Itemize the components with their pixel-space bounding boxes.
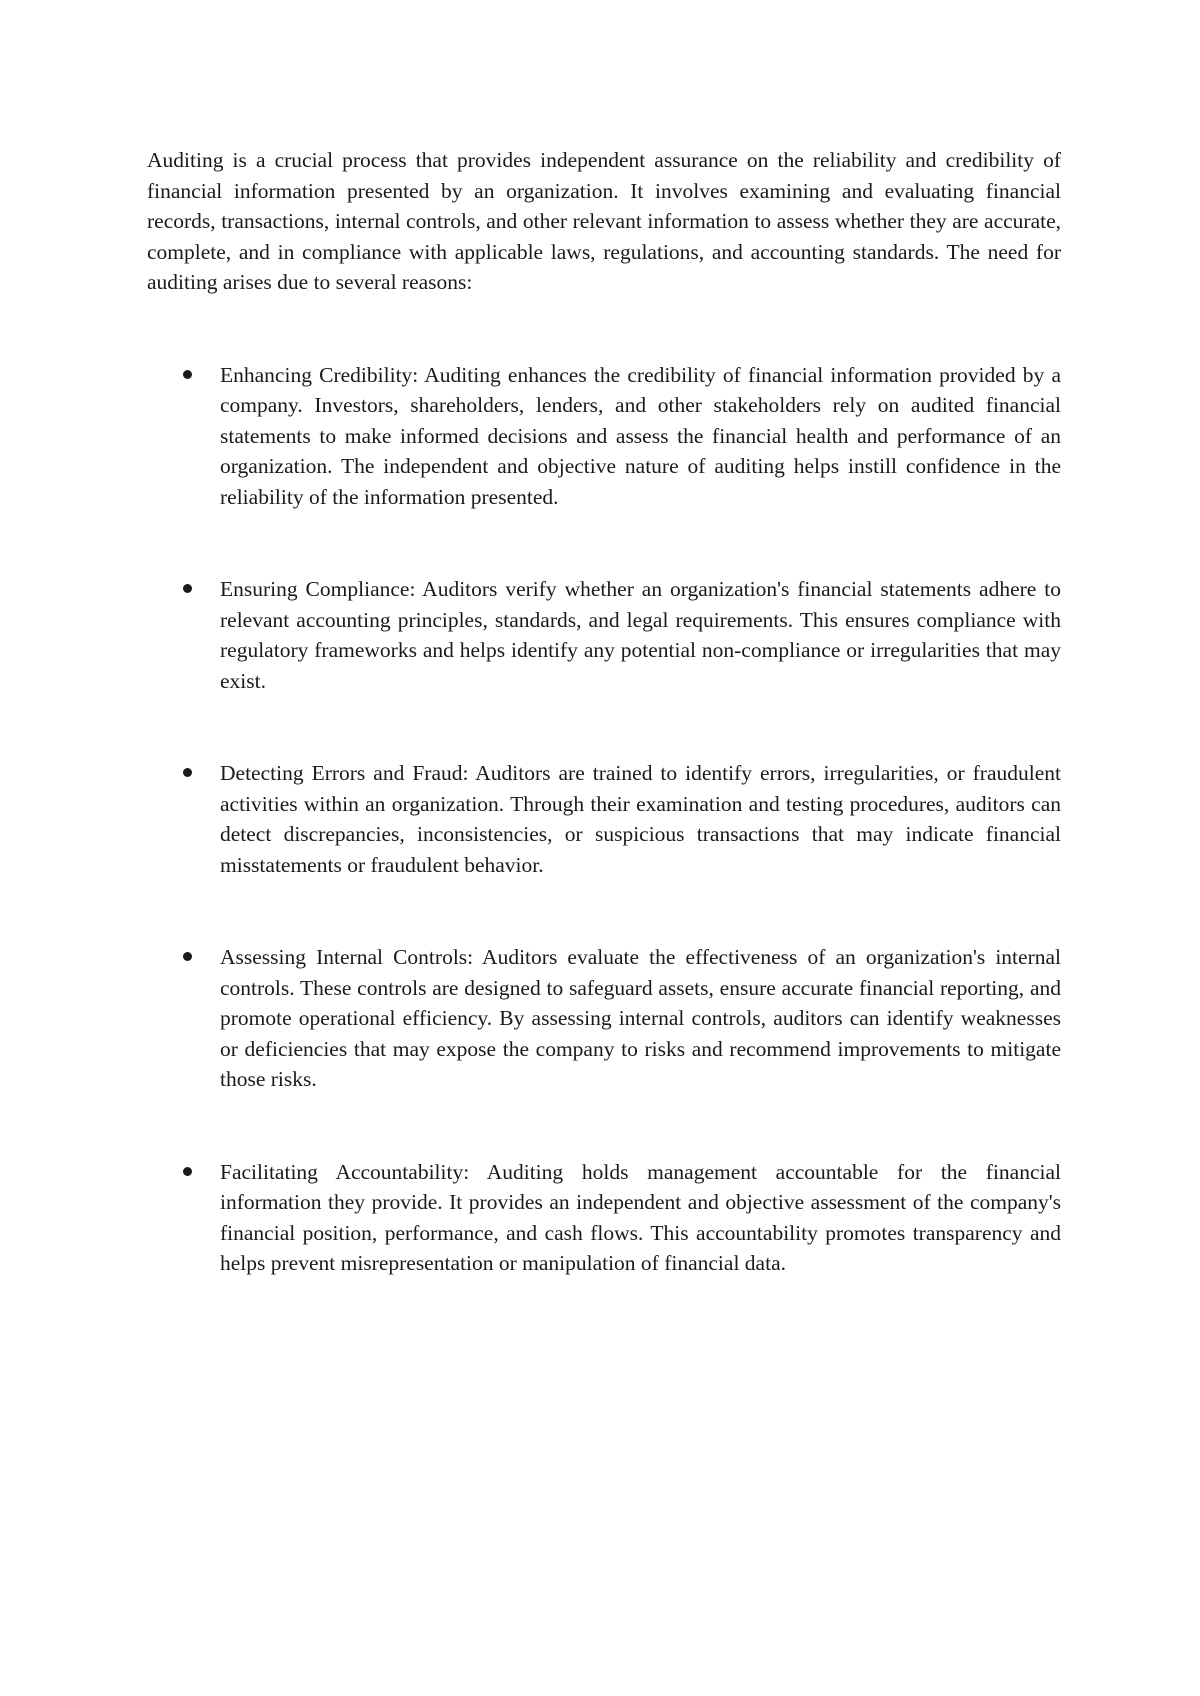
list-item [147, 758, 1061, 880]
list-item [147, 360, 1061, 513]
intro-paragraph: Auditing is a crucial process that provides independent assurance on the reliability and credibility of financial information presented by an organization. It involves examining and evaluating financial records, transactions, internal controls, and other relevant information to assess whether they are accurate, complete, and in compliance with applicable laws, regulations, and accounting standards. The need for auditing arises due to several reasons: [147, 148, 1061, 294]
bullet-icon [183, 952, 192, 961]
bullet-icon [183, 768, 192, 777]
list-item-text: Assessing Internal Controls: Auditors evaluate the effectiveness of an organization's internal controls. These controls are designed to safeguard assets, ensure accurate financial reporting, and promote operational efficiency. By assessing internal controls, auditors can identify weaknesses or deficiencies that may expose the company to risks and recommend improvements to mitigate those risks. [220, 945, 1061, 1091]
bullet-icon [183, 370, 192, 379]
list-item [147, 942, 1061, 1095]
list-item-text: Ensuring Compliance: Auditors verify whether an organization's financial statements adhere to relevant accounting principles, standards, and legal requirements. This ensures compliance with regulatory frameworks and helps identify any potential non-compliance or irregularities that may exist. [220, 577, 1061, 693]
list-item-text: Detecting Errors and Fraud: Auditors are trained to identify errors, irregularities, or fraudulent activities within an organization. Through their examination and testing procedures, auditors can detect discrepancies, inconsistencies, or suspicious transactions that may indicate financial misstatements or fraudulent behavior. [220, 761, 1061, 877]
list-item [147, 574, 1061, 696]
reasons-list [147, 360, 1061, 1279]
list-item [147, 1157, 1061, 1279]
list-item-text: Enhancing Credibility: Auditing enhances the credibility of financial information provided by a company. Investors, shareholders, lenders, and other stakeholders rely on audited financial statements to make informed decisions and assess the financial health and performance of an organization. The independent and objective nature of auditing helps instill confidence in the reliability of the information presented. [220, 362, 1061, 509]
list-item-text: Facilitating Accountability: Auditing holds management accountable for the financial information they provide. It provides an independent and objective assessment of the company's financial position, performance, and cash flows. This accountability promotes transparency and helps prevent misrepresentation or manipulation of financial data. [220, 1159, 1061, 1275]
document-body [147, 145, 1061, 1341]
bullet-icon [183, 584, 192, 593]
bullet-icon [183, 1167, 192, 1176]
